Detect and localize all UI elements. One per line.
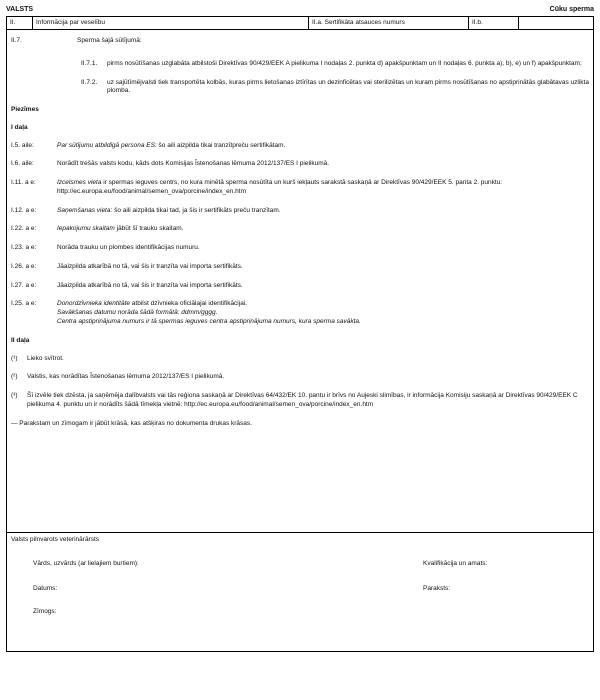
note-item (11, 300, 589, 326)
note-emphasis: Donordzīvnieka identitāte (57, 300, 130, 308)
item-text: pirms nosūtīšanas uzglabāta atbilstoši Direktīvas 90/429/EEK A pielikuma I nodaļas 2. punkta d) apakšpunktam un II nodaļas 6. punkta a), b), e) un f) apakšpunktam; (107, 59, 582, 67)
signature-title: Valsts pilnvarots veterinārārsts (11, 536, 100, 543)
note-label: I.5. aile: (11, 141, 34, 149)
section-title: Informācija par veselību (33, 17, 309, 29)
cert-b-value (519, 17, 593, 29)
section-ii7 (11, 37, 589, 46)
date-label: Datums: (33, 585, 58, 592)
note-emphasis: Izcelsmes vieta (57, 179, 102, 187)
section-ii7-code: II.7. (11, 37, 22, 44)
note-text: jābūt šī trauku skaitam. (114, 225, 184, 233)
note-text: Norādīt trešās valsts kodu, kāds dots Komisijas Īstenošanas lēmuma 2012/137/ES I pielikumā. (57, 160, 330, 168)
note-label: I.22. a e: (11, 225, 37, 233)
section-code: II. (7, 17, 33, 29)
section-item (81, 60, 589, 69)
item-text: uz sajūtīmējvalsti tiek transportēta kolbās, kuras pirms lietošanas iztīrītas un dezinficētas vai sterilizētas un kuram pirms nosūtīšanas no apstiprinātās glabātavas uzlikta plomba. (107, 78, 589, 95)
note-text: atbilst dzīvnieka oficiālajai identifikācijai. (130, 300, 248, 308)
note-label: I.12. a e: (11, 206, 37, 214)
note-text: šo aili aizpilda tikai tad, ja šis ir sertifikāts preču tranzītam. (112, 206, 281, 214)
note-url: http://ec.europa.eu/food/animal/semen_ova/porcine/index_en.htm (57, 187, 246, 195)
signature-box (6, 533, 594, 652)
footnote-text: Šī izvēle tiek dzēsta, ja saņēmēja dalībvalsts vai tās reģiona saskaņā ar Direktīvas 64/432/EK 10. pantu ir brīvs no Aujeski slimības, ir informācija Komisiju saskaņā ar Direktīvas 90/429/EEK C pielikuma 4. punktu un ir norādīts šādā tīmekļa vietnē: http://ec.europa.eu/food/animal/semen_ova/porcine/index_en.htm (27, 392, 578, 408)
item-number: II.7.1. (81, 59, 98, 67)
note-text: Jāaizpilda atkarībā no tā, vai šis ir tranzīta vai importa sertifikāts. (57, 262, 243, 270)
note-line: Centra apstiprinājuma numurs ir tā spermas ieguves centra apstiprinājuma numurs, kura sperma savākta. (57, 318, 361, 326)
note-emphasis: Par sūtījumu atbildīgā persona ES: (57, 141, 157, 149)
country-label: VALSTS (6, 6, 34, 14)
footnote-text: Lieko svītrot. (27, 354, 64, 362)
cert-b-label: II.b. (469, 17, 519, 29)
section-ii7-title: Sperma šajā sūtījumā: (77, 37, 142, 44)
footnote-item (11, 392, 589, 410)
cert-ref-label: II.a. Sertifikāta atsauces numurs (309, 17, 469, 29)
part2-heading: II daļa (11, 336, 30, 344)
note-label: I.26. a e: (11, 262, 37, 270)
note-item (11, 263, 589, 272)
document-title: Cūku sperma (549, 6, 594, 14)
qualification-label: Kvalifikācija un amats: (423, 560, 488, 567)
footnote-item (11, 355, 589, 364)
footer-note: — Parakstam un zīmogam ir jābūt krāsā, kas atšķiras no dokumenta drukas krāsas. (11, 419, 252, 427)
note-item (11, 160, 589, 169)
note-item (11, 225, 589, 234)
footnote-label: (³) (11, 392, 18, 400)
part1-heading: I daļa (11, 123, 28, 131)
header-row (6, 16, 594, 30)
note-label: I.23. a e: (11, 244, 37, 252)
signature-row-name (33, 560, 533, 569)
name-label: Vārds, uzvārds (ar lielajiem burtiem): (33, 560, 139, 567)
item-number: II.7.2. (81, 78, 98, 86)
note-item (11, 179, 589, 197)
note-item (11, 207, 589, 216)
note-text: ir spermas ieguves centrs, no kura minētā sperma nosūtīta un kurš iekļauts sarakstā saskaņā ar Direktīvas 90/429/EEK 5. panta 2. punktu: (101, 179, 503, 187)
stamp-label: Zīmogs: (33, 608, 57, 615)
signature-row-stamp (33, 608, 533, 617)
sign-label: Paraksts: (423, 585, 451, 592)
main-content-box (6, 30, 594, 533)
notes-heading: Piezīmes (11, 106, 39, 114)
note-label: I.25. a e: (11, 300, 37, 308)
signature-row-date (33, 585, 533, 594)
note-label: I.6. aile: (11, 160, 34, 168)
note-text: Jāaizpilda atkarībā no tā, vai šis ir tranzīta vai importa sertifikāts. (57, 281, 243, 289)
note-item (11, 142, 589, 151)
note-emphasis: Saņemšanas vieta: (57, 206, 113, 214)
footnote-label: (²) (11, 373, 18, 381)
note-item (11, 282, 589, 291)
note-line: Savākšanas datumu norāda šādā formātā: ddmm/gggg. (57, 309, 218, 317)
footnote-text: Valstis, kas norādītas Īstenošanas lēmuma 2012/137/ES I pielikumā. (27, 373, 225, 381)
note-label: I.11. a e: (11, 179, 36, 187)
note-emphasis: Iepakojumu skaitam (57, 225, 115, 233)
section-item (81, 79, 589, 97)
note-label: I.27. a e: (11, 281, 37, 289)
top-line (6, 4, 594, 16)
note-text: šo aili aizpilda tikai tranzītpreču sertifikātam. (156, 141, 286, 149)
footnote-item (11, 373, 589, 382)
note-text: Norāda trauku un plombes identifikācijas numuru. (57, 244, 200, 252)
footnote-label: (¹) (11, 354, 18, 362)
note-item (11, 244, 589, 253)
